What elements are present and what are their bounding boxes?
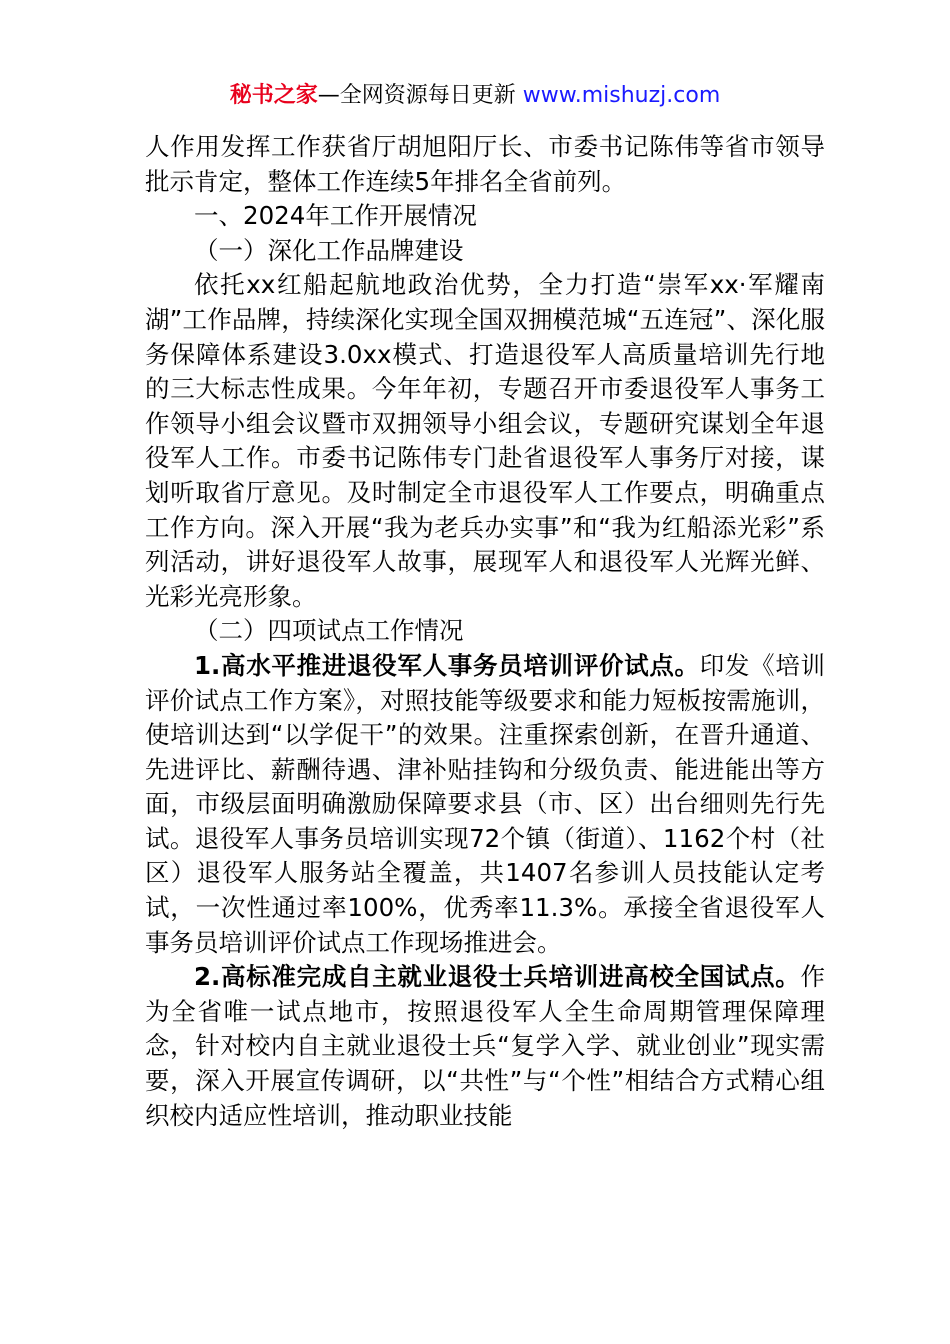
pilot-1-heading: 1.高水平推进退役军人事务员培训评价试点。 (194, 650, 700, 680)
paragraph-intro-continued: 人作用发挥工作获省厅胡旭阳厅长、市委书记陈伟等省市领导批示肯定，整体工作连续5年排名全省前列。 (145, 132, 825, 196)
paragraph-pilot-1 (145, 649, 825, 960)
paragraph-brand-building: 依托xx红船起航地政治优势，全力打造“崇军xx·军耀南湖”工作品牌，持续深化实现全国双拥模范城“五连冠”、深化服务保障体系建设3.0xx模式、打造退役军人高质量培训先行地的三大标志性成果。今年年初，专题召开市委退役军人事务工作领导小组会议暨市双拥领导小组会议，专题研究谋划全年退役军人工作。市委书记陈伟专门赴省退役军人事务厅对接，谋划听取省厅意见。及时制定全市退役军人工作要点，明确重点工作方向。深入开展“我为老兵办实事”和“我为红船添光彩”系列活动，讲好退役军人故事，展现军人和退役军人光辉光鲜、光彩光亮形象。 (145, 270, 825, 611)
site-brand: 秘书之家 (229, 83, 318, 108)
pilot-1-body: 印发《培训评价试点工作方案》，对照技能等级要求和能力短板按需施训，使培训达到“以学促干”的效果。注重探索创新，在晋升通道、先进评比、薪酬待遇、津补贴挂钩和分级负责、能进能出等方面，市级层面明确激励保障要求县（市、区）出台细则先行先试。退役军人事务员培训实现72个镇（街道）、1162个村（社区）退役军人服务站全覆盖，共1407名参训人员技能认定考试，一次性通过率100%，优秀率11.3%。承接全省退役军人事务员培训评价试点工作现场推进会。 (145, 650, 826, 957)
subsection-heading-pilots: （二）四项试点工作情况 (194, 616, 464, 646)
pilot-2-body: 作为全省唯一试点地市，按照退役军人全生命周期管理保障理念，针对校内自主就业退役士兵“复学入学、就业创业”现实需要，深入开展宣传调研，以“共性”与“个性”相结合方式精心组织校内适应性培训，推动职业技能 (145, 962, 825, 1130)
paragraph-pilot-2 (145, 960, 825, 1133)
site-tagline: —全网资源每日更新 (317, 83, 523, 108)
section-heading-2024: 一、2024年工作开展情况 (194, 201, 477, 231)
document-body (145, 130, 825, 1133)
site-url-link[interactable]: www.mishuzj.com (522, 83, 721, 108)
pilot-2-heading: 2.高标准完成自主就业退役士兵培训进高校全国试点。 (194, 962, 801, 992)
subsection-heading-brand: （一）深化工作品牌建设 (194, 235, 464, 265)
site-header (0, 80, 950, 112)
